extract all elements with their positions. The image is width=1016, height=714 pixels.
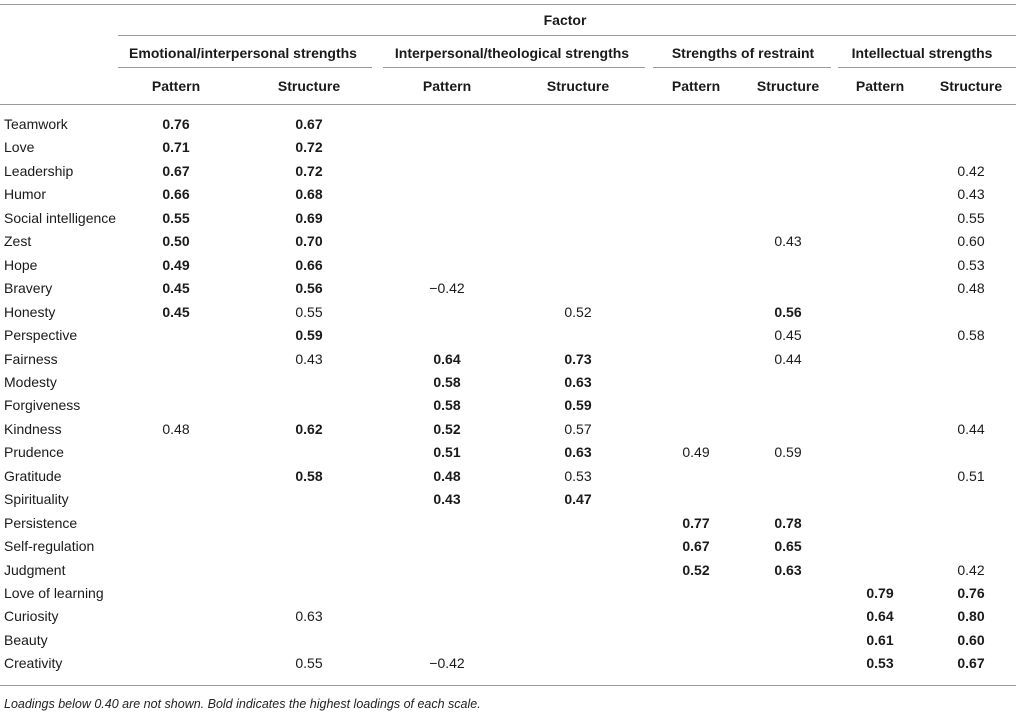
loading-cell: 0.43 bbox=[295, 350, 323, 367]
loading-cell: 0.55 bbox=[295, 655, 323, 672]
loading-cell: 0.66 bbox=[162, 186, 190, 203]
subheader: Pattern bbox=[855, 78, 905, 94]
bottom-rule bbox=[0, 685, 1016, 686]
loading-cell: 0.76 bbox=[162, 116, 190, 132]
row-label: Prudence bbox=[4, 444, 64, 461]
loading-cell: 0.53 bbox=[866, 655, 894, 672]
loading-cell: 0.63 bbox=[295, 608, 323, 625]
loading-cell: 0.47 bbox=[564, 491, 592, 508]
loading-cell: 0.44 bbox=[957, 420, 985, 437]
row-label: Curiosity bbox=[4, 608, 59, 625]
loading-cell: −0.42 bbox=[429, 655, 465, 672]
loading-cell: 0.59 bbox=[774, 444, 802, 461]
loading-cell: 0.56 bbox=[295, 280, 323, 297]
row-label: Kindness bbox=[4, 420, 62, 437]
loading-cell: 0.43 bbox=[433, 491, 461, 508]
loading-cell: 0.58 bbox=[295, 467, 323, 484]
subheader: Pattern bbox=[422, 78, 472, 94]
loading-cell: 0.48 bbox=[433, 467, 461, 484]
loading-cell: 0.61 bbox=[866, 631, 894, 648]
loading-cell: 0.49 bbox=[682, 444, 710, 461]
row-label: Humor bbox=[4, 186, 47, 203]
subheader: Structure bbox=[939, 78, 1003, 94]
loading-cell: 0.68 bbox=[295, 186, 323, 203]
loading-cell: 0.58 bbox=[433, 397, 461, 414]
row-label: Love bbox=[4, 139, 35, 156]
loading-cell: 0.55 bbox=[295, 303, 323, 320]
factor-header: Factor bbox=[543, 12, 587, 28]
group-header-intellectual: Intellectual strengths bbox=[851, 45, 993, 61]
loading-cell: 0.63 bbox=[564, 444, 592, 461]
loading-cell: 0.44 bbox=[774, 350, 802, 367]
row-label: Social intelligence bbox=[4, 209, 117, 226]
loading-cell: 0.60 bbox=[957, 233, 985, 250]
row-label: Honesty bbox=[4, 303, 56, 320]
loading-cell: 0.51 bbox=[433, 444, 461, 461]
row-label: Leadership bbox=[4, 162, 74, 179]
loading-cell: 0.80 bbox=[957, 608, 985, 625]
subheader: Structure bbox=[546, 78, 610, 94]
loading-cell: 0.79 bbox=[866, 585, 894, 601]
subheader: Structure bbox=[277, 78, 341, 94]
loading-cell: 0.65 bbox=[774, 538, 802, 555]
loading-cell: 0.43 bbox=[957, 186, 985, 203]
loading-cell: 0.59 bbox=[564, 397, 592, 414]
loading-cell: 0.71 bbox=[162, 139, 190, 156]
loading-cell: 0.45 bbox=[774, 327, 802, 344]
loading-cell: 0.58 bbox=[433, 373, 461, 390]
loading-cell: 0.48 bbox=[162, 420, 190, 437]
loading-cell: 0.52 bbox=[682, 561, 710, 578]
top-rule bbox=[0, 4, 1016, 5]
row-label: Bravery bbox=[4, 280, 53, 297]
loading-cell: 0.66 bbox=[295, 256, 323, 273]
loading-cell: 0.64 bbox=[866, 608, 894, 625]
row-label: Persistence bbox=[4, 514, 78, 531]
loading-cell: 0.64 bbox=[433, 350, 461, 367]
loading-cell: 0.49 bbox=[162, 256, 190, 273]
row-label: Judgment bbox=[4, 561, 66, 578]
loading-cell: 0.67 bbox=[162, 162, 190, 179]
loading-cell: 0.72 bbox=[295, 162, 323, 179]
row-label: Self-regulation bbox=[4, 538, 95, 555]
loading-cell: 0.59 bbox=[295, 327, 323, 344]
loading-cell: 0.43 bbox=[774, 233, 802, 250]
loading-cell: 0.52 bbox=[433, 420, 461, 437]
loading-cell: 0.53 bbox=[564, 467, 592, 484]
row-label: Gratitude bbox=[4, 467, 62, 484]
loading-cell: 0.63 bbox=[564, 373, 592, 390]
row-label: Love of learning bbox=[4, 585, 104, 601]
loading-cell: 0.45 bbox=[162, 280, 190, 297]
row-label: Zest bbox=[4, 233, 32, 250]
row-label: Creativity bbox=[4, 655, 63, 672]
loading-cell: 0.51 bbox=[957, 467, 985, 484]
loading-cell: 0.50 bbox=[162, 233, 190, 250]
loading-cell: 0.58 bbox=[957, 327, 985, 344]
row-label: Spirituality bbox=[4, 491, 69, 508]
subheader: Pattern bbox=[671, 78, 721, 94]
loading-cell: 0.63 bbox=[774, 561, 802, 578]
row-label: Modesty bbox=[4, 373, 57, 390]
loading-cell: 0.76 bbox=[957, 585, 985, 601]
loading-cell: 0.67 bbox=[295, 116, 323, 132]
group-header-theological: Interpersonal/theological strengths bbox=[394, 45, 630, 61]
loading-cell: 0.42 bbox=[957, 162, 985, 179]
loading-cell: 0.67 bbox=[682, 538, 710, 555]
loading-cell: 0.72 bbox=[295, 139, 323, 156]
loading-cell: 0.60 bbox=[957, 631, 985, 648]
subheader: Structure bbox=[756, 78, 820, 94]
group-header-restraint: Strengths of restraint bbox=[671, 45, 815, 61]
loading-cell: 0.73 bbox=[564, 350, 592, 367]
group-rule-2 bbox=[383, 67, 645, 68]
loading-cell: 0.55 bbox=[162, 209, 190, 226]
loading-cell: 0.45 bbox=[162, 303, 190, 320]
loading-cell: 0.67 bbox=[957, 655, 985, 672]
loading-cell: 0.53 bbox=[957, 256, 985, 273]
loading-cell: 0.42 bbox=[957, 561, 985, 578]
row-label: Fairness bbox=[4, 350, 58, 367]
table-footnote: Loadings below 0.40 are not shown. Bold indicates the highest loadings of each scale. bbox=[4, 697, 481, 711]
row-label: Forgiveness bbox=[4, 397, 81, 414]
row-label: Teamwork bbox=[4, 116, 68, 132]
loading-cell: 0.62 bbox=[295, 420, 323, 437]
group-header-emotional: Emotional/interpersonal strengths bbox=[129, 45, 357, 61]
loading-cell: 0.70 bbox=[295, 233, 323, 250]
subheader: Pattern bbox=[151, 78, 201, 94]
row-label: Beauty bbox=[4, 631, 48, 648]
header-bottom-rule bbox=[0, 104, 1016, 105]
row-label: Perspective bbox=[4, 327, 78, 344]
loading-cell: 0.69 bbox=[295, 209, 323, 226]
loading-cell: 0.52 bbox=[564, 303, 592, 320]
loading-cell: 0.56 bbox=[774, 303, 802, 320]
group-rule-4 bbox=[838, 67, 1016, 68]
loading-cell: 0.55 bbox=[957, 209, 985, 226]
factor-rule bbox=[118, 35, 1016, 36]
loading-cell: 0.78 bbox=[774, 514, 802, 531]
loading-cell: −0.42 bbox=[429, 280, 465, 297]
loading-cell: 0.48 bbox=[957, 280, 985, 297]
row-label: Hope bbox=[4, 256, 38, 273]
loading-cell: 0.57 bbox=[564, 420, 592, 437]
group-rule-3 bbox=[653, 67, 831, 68]
loading-cell: 0.77 bbox=[682, 514, 710, 531]
group-rule-1 bbox=[118, 67, 372, 68]
